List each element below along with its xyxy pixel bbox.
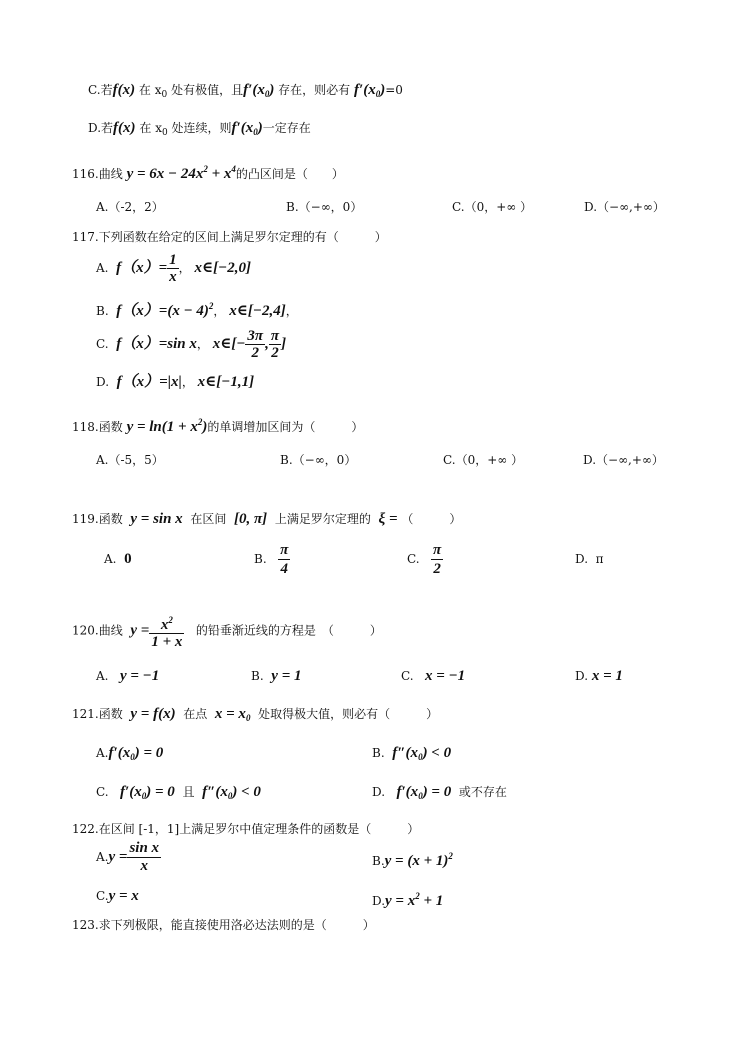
option-118d: D.（−∞,+∞） — [583, 453, 664, 467]
option-121a: $A.f'(x_0) = 0$ — [96, 745, 164, 762]
option-122a: A.y = $\frac{\text{sin x}}{x}$ — [96, 840, 160, 874]
option-120b: B. y = 1 — [251, 668, 302, 684]
question-119: 119.函数 y = sin x 在区间 [0, π] 上满足罗尔定理的 ξ = （ ） — [72, 511, 462, 527]
question-117: 117.下列函数在给定的区间上满足罗尔定理的有（ ） — [72, 230, 387, 244]
option-116d: D.（−∞,+∞） — [584, 200, 665, 214]
option-119b: B. $\frac{\pi}{4}$ — [254, 542, 289, 577]
option-116a: A.（-2，2） — [96, 200, 164, 214]
option-115d: D.若f(x) 在 $x_0$ 处连续，则$f'(x_0)$一定存在 — [88, 120, 311, 138]
option-118b: B.（−∞，0） — [280, 453, 357, 467]
option-117b: B. $f(x)=(x - 4)^2$， x∈[−2,4]， — [96, 301, 298, 319]
option-117a: A. f（x）= $\frac{1}{x}$ ， x∈[−2,0] — [96, 252, 251, 285]
option-120a: A. y = −1 — [96, 668, 160, 684]
question-122: 122.在区间 [-1，1]上满足罗尔中值定理条件的函数是（ ） — [72, 822, 420, 836]
option-120d: D. x = 1 — [575, 668, 623, 684]
option-122b: $B.y = (x + 1)^2$ — [372, 851, 453, 869]
question-123: 123.求下列极限，能直接使用洛必达法则的是（ ） — [72, 918, 375, 932]
option-122c: C.y = x — [96, 888, 139, 904]
option-121c: C. $f'(x_0) = 0$ 且 $f''(x_0) < 0$ — [96, 784, 261, 801]
option-117d: D. f（x）=|x|， x∈[−1,1] — [96, 374, 255, 390]
option-116c: C.（0，+∞ ） — [452, 200, 533, 214]
option-119c: C. $\frac{\pi}{2}$ — [407, 542, 442, 577]
option-122d: $D.y = x^2 + 1$ — [372, 891, 444, 909]
option-118c: C.（0，+∞ ） — [443, 453, 524, 467]
option-119a: A. 0 — [104, 551, 132, 567]
option-116b: B.（−∞，0） — [286, 200, 363, 214]
question-118: 118.函数 $y = \ln(1 + x^2)$的单调增加区间为（ ） — [72, 417, 364, 435]
option-120c: C. x = −1 — [401, 668, 466, 684]
option-115c: C.若f(x) 在 $x_0$ 处有极值，且$f'(x_0)$ 存在，则必有 $f'(x_0)=0$ — [88, 82, 403, 100]
option-119d: D. π — [575, 552, 604, 566]
question-121: 121.函数 y = f(x) 在点 $x = x_0$ 处取得极大值，则必有（ ） — [72, 706, 439, 723]
option-121d: D. $f'(x_0) = 0$ 或不存在 — [372, 784, 507, 801]
question-120: 120.曲线 y = $\frac{x^2}{1 + x}$ 的铅垂渐近线的方程是 （ ） — [72, 612, 382, 650]
option-121b: B. $f''(x_0) < 0$ — [372, 745, 452, 762]
option-117c: C. f（x）=sin x， x∈[− $\frac{3\pi}{2}$ , $\frac{\pi}{2}$ ] — [96, 328, 287, 361]
option-118a: A.（-5，5） — [96, 453, 164, 467]
question-116: 116.曲线 $y = 6x - 24x^2 + x^4$的凸区间是（ ） — [72, 164, 344, 182]
